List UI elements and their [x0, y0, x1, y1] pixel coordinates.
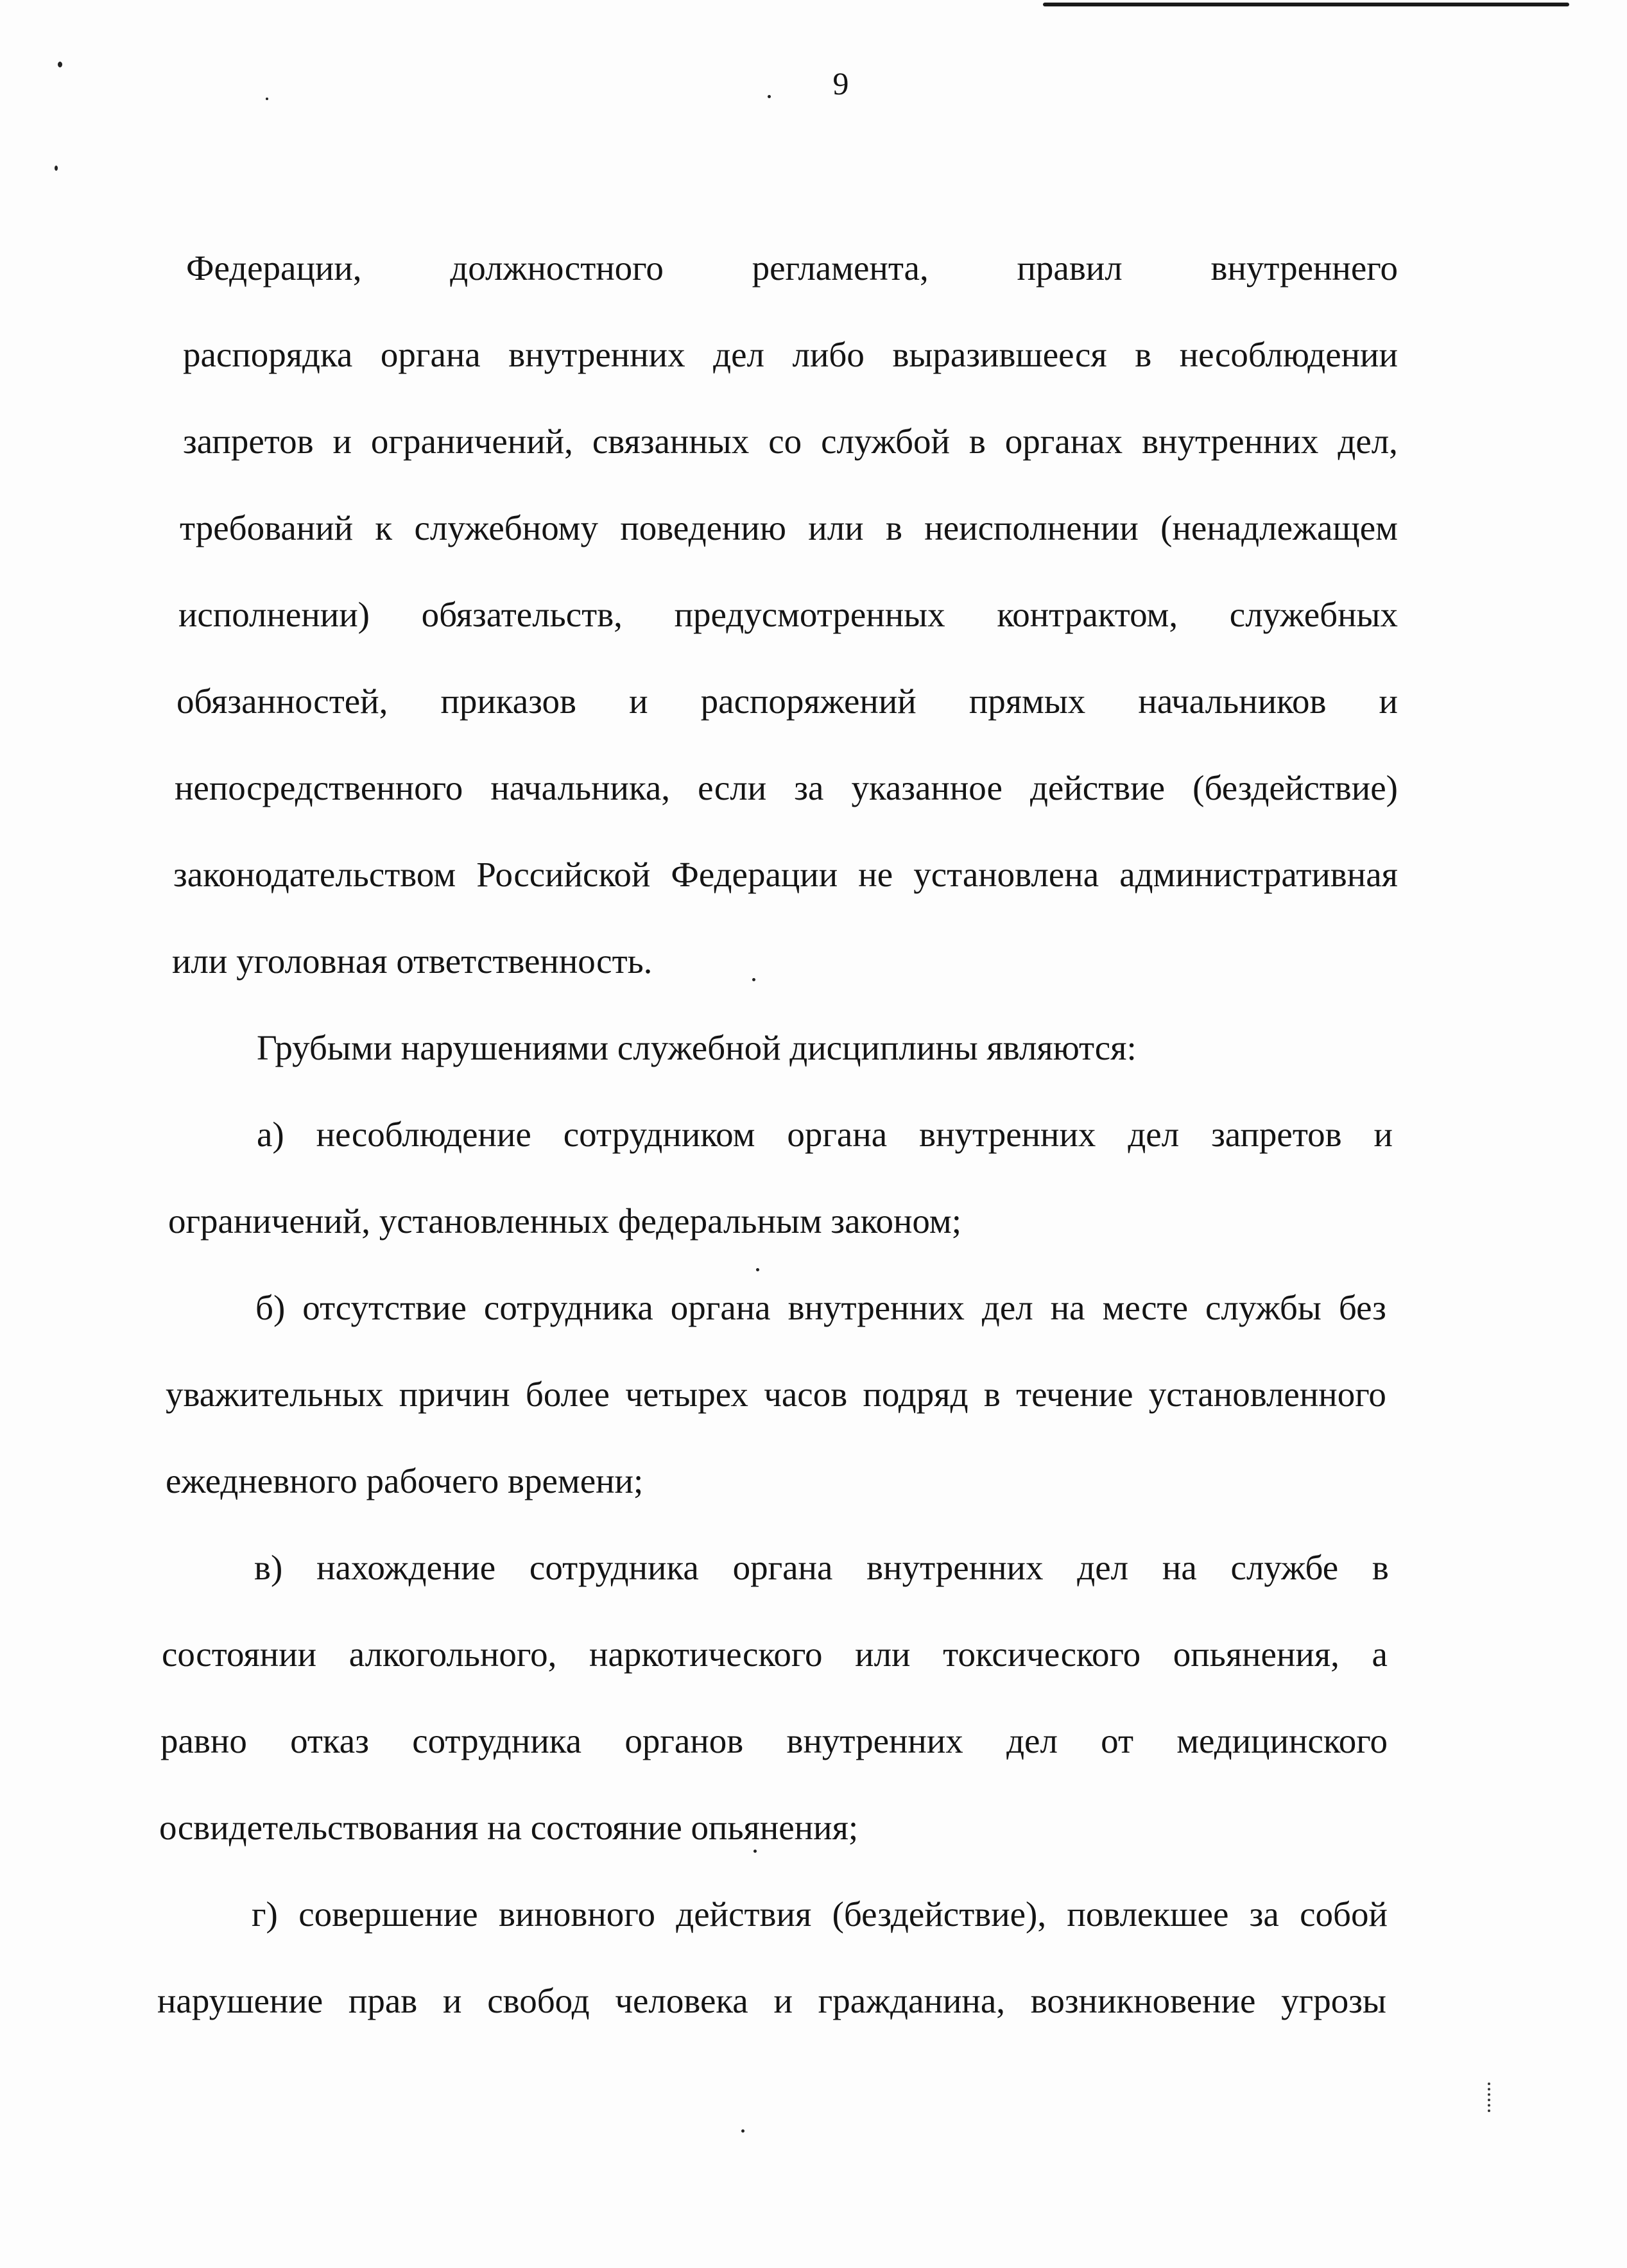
- word: а): [257, 1115, 284, 1154]
- word: в: [983, 1375, 1001, 1414]
- word: медицинского: [1176, 1721, 1388, 1760]
- word: установленного: [1148, 1375, 1386, 1414]
- word: органа: [670, 1288, 771, 1327]
- word: требований: [180, 508, 354, 547]
- word: приказов: [440, 682, 576, 721]
- scan-speck: [266, 98, 268, 100]
- word: (бездействие),: [832, 1894, 1047, 1934]
- word: прямых: [968, 682, 1086, 721]
- word: службе: [1230, 1548, 1339, 1587]
- word: за: [794, 768, 824, 807]
- word: в: [968, 422, 986, 461]
- page-number: 9: [832, 65, 849, 101]
- word: уважительных: [166, 1375, 384, 1414]
- word: или: [808, 508, 864, 547]
- word: собой: [1300, 1894, 1388, 1934]
- list-item-a: [257, 1112, 1393, 1157]
- word: несоблюдение: [316, 1115, 531, 1154]
- word: и: [629, 682, 648, 721]
- word: распорядка: [183, 335, 353, 374]
- text-line: [157, 1979, 1386, 2023]
- scan-mark: [1488, 2083, 1493, 2112]
- word: органах: [1004, 422, 1123, 461]
- word: а: [1372, 1635, 1388, 1674]
- top-rule: [1043, 3, 1569, 6]
- word: совершение: [298, 1894, 478, 1934]
- word: дел: [713, 335, 764, 374]
- text-line: [183, 419, 1398, 464]
- word: часов: [764, 1375, 848, 1414]
- word: действие: [1029, 768, 1166, 807]
- scan-speck: [58, 62, 62, 67]
- word: законодательством: [173, 855, 456, 894]
- word: причин: [399, 1375, 510, 1414]
- word: свобод: [487, 1981, 590, 2020]
- word: состоянии: [162, 1635, 317, 1674]
- word: служебному: [414, 508, 598, 547]
- word: гражданина,: [818, 1981, 1005, 2020]
- word: нарушение: [157, 1981, 323, 2020]
- word: за: [1249, 1894, 1279, 1934]
- text-line: [162, 1632, 1388, 1677]
- word: внутренних: [866, 1548, 1044, 1587]
- word: внутренних: [788, 1288, 965, 1327]
- word: дел: [981, 1288, 1033, 1327]
- word: распоряжений: [700, 682, 917, 721]
- word: в: [1372, 1548, 1389, 1587]
- text-line: [178, 592, 1398, 637]
- word: г): [252, 1894, 278, 1934]
- word: (бездействие): [1192, 768, 1398, 807]
- scan-speck: [768, 95, 771, 98]
- word: дел: [1128, 1115, 1180, 1154]
- word: дел: [1077, 1548, 1129, 1587]
- word: службой: [821, 422, 950, 461]
- word: на: [1050, 1288, 1085, 1327]
- word: органа: [380, 335, 481, 374]
- word: неисполнении: [924, 508, 1139, 547]
- word: сотрудника: [412, 1721, 582, 1760]
- word: службы: [1205, 1288, 1321, 1327]
- text-line: [175, 766, 1398, 811]
- word: и: [332, 422, 352, 461]
- word: виновного: [499, 1894, 655, 1934]
- word: от: [1101, 1721, 1133, 1760]
- word: предусмотренных: [674, 595, 945, 634]
- word: в): [254, 1548, 283, 1587]
- text-line: [166, 1372, 1386, 1417]
- word: непосредственного: [175, 768, 463, 807]
- word: обязательств,: [421, 595, 623, 634]
- text-line: [160, 1719, 1388, 1764]
- word: служебных: [1229, 595, 1398, 634]
- word: б): [255, 1288, 286, 1327]
- word: органов: [624, 1721, 744, 1760]
- word: прав: [348, 1981, 418, 2020]
- word: сотрудником: [563, 1115, 755, 1154]
- word: регламента,: [752, 248, 929, 288]
- word: угрозы: [1281, 1981, 1386, 2020]
- word: ограничений,: [370, 422, 573, 461]
- word: и: [1373, 1115, 1393, 1154]
- word: начальников: [1138, 682, 1327, 721]
- word: запретов: [1211, 1115, 1342, 1154]
- word: течение: [1016, 1375, 1133, 1414]
- word: либо: [792, 335, 865, 374]
- word: органа: [787, 1115, 888, 1154]
- text-line: ежедневного рабочего времени;: [166, 1461, 644, 1500]
- word: в: [885, 508, 902, 547]
- scan-speck: [756, 1268, 759, 1271]
- text-line: [183, 332, 1398, 377]
- word: дел: [1006, 1721, 1058, 1760]
- word: токсического: [943, 1635, 1141, 1674]
- word: в: [1135, 335, 1152, 374]
- word: органа: [732, 1548, 833, 1587]
- scan-speck: [55, 166, 58, 171]
- text-line: [186, 246, 1398, 291]
- word: со: [768, 422, 802, 461]
- word: если: [698, 768, 767, 807]
- list-item-b: [255, 1285, 1386, 1330]
- word: дел,: [1338, 422, 1398, 461]
- word: не: [858, 855, 893, 894]
- section-heading: Грубыми нарушениями служебной дисциплины являются:: [257, 1028, 1137, 1067]
- word: четырех: [625, 1375, 748, 1414]
- word: подряд: [863, 1375, 968, 1414]
- text-line: или уголовная ответственность.: [172, 941, 653, 981]
- word: месте: [1102, 1288, 1189, 1327]
- word: внутренних: [508, 335, 685, 374]
- word: выразившееся: [892, 335, 1107, 374]
- word: и: [1379, 682, 1398, 721]
- word: сотрудника: [529, 1548, 699, 1587]
- word: отказ: [290, 1721, 369, 1760]
- word: связанных: [592, 422, 750, 461]
- word: Федерации,: [186, 248, 362, 288]
- word: действия: [676, 1894, 812, 1934]
- list-item-d: [252, 1892, 1388, 1937]
- word: и: [773, 1981, 793, 2020]
- word: запретов: [183, 422, 314, 461]
- word: возникновение: [1030, 1981, 1256, 2020]
- word: сотрудника: [483, 1288, 653, 1327]
- word: опьянения,: [1173, 1635, 1339, 1674]
- word: (ненадлежащем: [1160, 508, 1398, 547]
- word: равно: [160, 1721, 247, 1760]
- word: человека: [615, 1981, 748, 2020]
- word: к: [375, 508, 393, 547]
- word: на: [1162, 1548, 1197, 1587]
- word: Российской: [476, 855, 651, 894]
- word: без: [1338, 1288, 1386, 1327]
- text-line: [180, 506, 1398, 551]
- word: внутренних: [786, 1721, 963, 1760]
- word: контрактом,: [997, 595, 1178, 634]
- scan-speck: [741, 2129, 745, 2133]
- text-line: [173, 852, 1398, 897]
- scan-speck: [752, 978, 755, 981]
- word: отсутствие: [302, 1288, 467, 1327]
- word: исполнении): [178, 595, 370, 634]
- word: правил: [1017, 248, 1123, 288]
- word: и: [443, 1981, 462, 2020]
- word: поведению: [620, 508, 786, 547]
- word: повлекшее: [1067, 1894, 1229, 1934]
- word: нахождение: [316, 1548, 496, 1587]
- word: указанное: [851, 768, 1003, 807]
- text-line: освидетельствования на состояние опьянения;: [159, 1808, 859, 1847]
- word: административная: [1119, 855, 1398, 894]
- word: начальника,: [490, 768, 671, 807]
- word: несоблюдении: [1179, 335, 1398, 374]
- word: должностного: [450, 248, 664, 288]
- word: внутренних: [1142, 422, 1319, 461]
- word: более: [525, 1375, 610, 1414]
- list-item-c: [254, 1545, 1389, 1590]
- text-line: ограничений, установленных федеральным законом;: [168, 1201, 961, 1241]
- text-line: [176, 679, 1398, 724]
- word: установлена: [913, 855, 1099, 894]
- word: внутреннего: [1210, 248, 1398, 288]
- word: алкогольного,: [349, 1635, 557, 1674]
- word: наркотического: [589, 1635, 823, 1674]
- word: или: [855, 1635, 911, 1674]
- word: Федерации: [671, 855, 838, 894]
- word: обязанностей,: [176, 682, 388, 721]
- word: внутренних: [919, 1115, 1096, 1154]
